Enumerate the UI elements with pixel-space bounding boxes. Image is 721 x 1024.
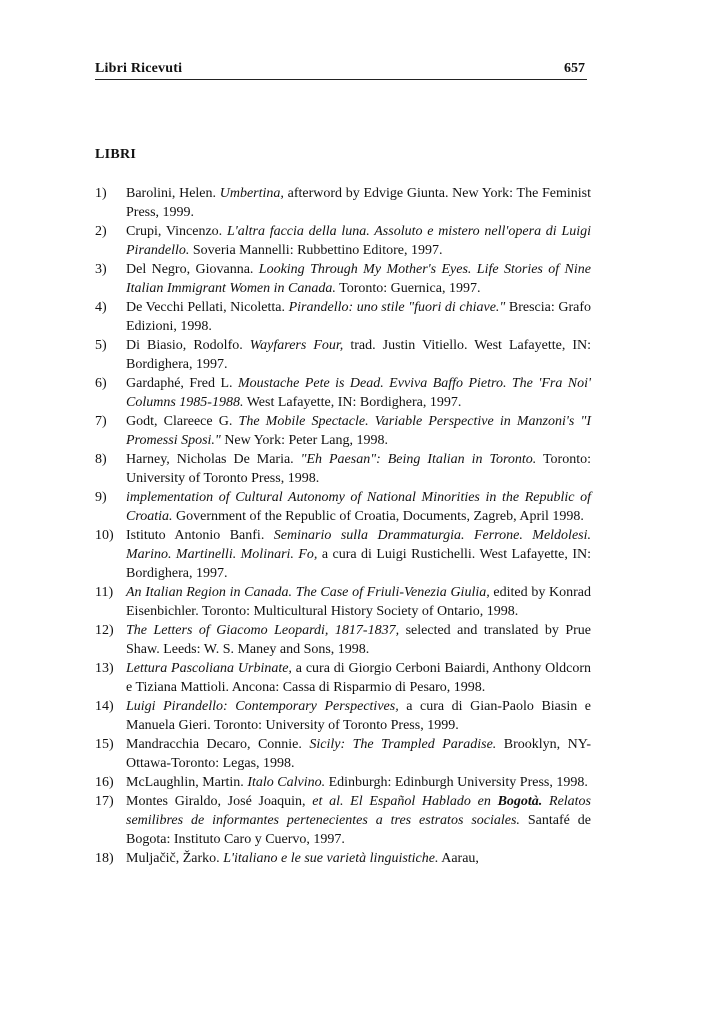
entry-text: Wayfarers Four,: [249, 338, 344, 353]
list-item: [95, 374, 591, 412]
list-item: [95, 621, 591, 659]
entry-number: 2): [95, 224, 107, 239]
entry-number: 5): [95, 338, 107, 353]
entry-text: Looking Through My Mother's Eyes. Life Stories of Nine Italian Immigrant Women in Canada.: [126, 262, 591, 296]
entry-text: Istituto Antonio Banfi.: [126, 528, 274, 543]
entry-text: De Vecchi Pellati, Nicoletta.: [126, 300, 289, 315]
book-list: [95, 184, 591, 868]
entry-text: McLaughlin, Martin.: [126, 775, 248, 790]
entry-text: a cura di Luigi Rustichelli. West Lafayette, IN: Bordighera, 1997.: [126, 547, 591, 581]
entry-text: Lettura Pascoliana Urbinate,: [126, 661, 292, 676]
list-item: [95, 488, 591, 526]
entry-text: Edinburgh: Edinburgh University Press, 1998.: [325, 775, 588, 790]
entry-text: Seminario sulla Drammaturgia. Ferrone. Meldolesi. Marino. Martinelli. Molinari. Fo,: [126, 528, 591, 562]
entry-number: 11): [95, 585, 114, 600]
list-item: [95, 773, 591, 792]
list-item: [95, 792, 591, 849]
entry-text: Crupi, Vincenzo.: [126, 224, 227, 239]
entry-text: Luigi Pirandello: Contemporary Perspectives,: [126, 699, 399, 714]
entry-number: 7): [95, 414, 107, 429]
list-item: [95, 336, 591, 374]
entry-number: 14): [95, 699, 114, 714]
entry-text: Brescia: Grafo Edizioni, 1998.: [126, 300, 591, 334]
entry-text: Mandracchia Decaro, Connie.: [126, 737, 310, 752]
entry-text: et al. El Español Hablado en: [312, 794, 498, 809]
entry-number: 15): [95, 737, 114, 752]
entry-text: Brooklyn, NY-Ottawa-Toronto: Legas, 1998.: [126, 737, 591, 771]
running-header-title: Libri Ricevuti: [95, 61, 183, 76]
entry-text: Government of the Republic of Croatia, Documents, Zagreb, April 1998.: [172, 509, 584, 524]
list-item: [95, 298, 591, 336]
list-item: [95, 583, 591, 621]
entry-text: Moustache Pete is Dead. Evviva Baffo Pietro. The 'Fra Noi' Columns 1985-1988.: [126, 376, 591, 410]
list-item: [95, 222, 591, 260]
entry-text: Santafé de Bogota: Instituto Caro y Cuervo, 1997.: [126, 813, 591, 847]
entry-number: 1): [95, 186, 107, 201]
list-item: [95, 735, 591, 773]
list-item: [95, 260, 591, 298]
entry-text: Bogotà.: [497, 794, 543, 809]
entry-number: 13): [95, 661, 114, 676]
page-number: 657: [564, 61, 585, 76]
entry-text: Umbertina,: [219, 186, 284, 201]
entry-text: West Lafayette, IN: Bordighera, 1997.: [243, 395, 462, 410]
list-item: [95, 697, 591, 735]
entry-text: Italo Calvino.: [247, 775, 326, 790]
entry-number: 4): [95, 300, 107, 315]
entry-text: Sicily: The Trampled Paradise.: [309, 737, 497, 752]
running-header: [95, 61, 587, 80]
entry-text: An Italian Region in Canada. The Case of Friuli-Venezia Giulia,: [126, 585, 490, 600]
list-item: [95, 526, 591, 583]
entry-text: Del Negro, Giovanna.: [126, 262, 259, 277]
entry-text: Godt, Clareece G.: [126, 414, 239, 429]
entry-text: Muljačič, Žarko.: [126, 851, 224, 866]
entry-text: a cura di Gian-Paolo Biasin e Manuela Gieri. Toronto: University of Toronto Press, 1999.: [126, 699, 591, 733]
entry-text: Aarau,: [438, 851, 479, 866]
entry-text: Toronto: Guernica, 1997.: [335, 281, 481, 296]
entry-text: Pirandello: uno stile "fuori di chiave.": [288, 300, 506, 315]
entry-text: trad. Justin Vitiello. West Lafayette, IN: Bordighera, 1997.: [126, 338, 592, 372]
entry-text: Di Biasio, Rodolfo.: [126, 338, 250, 353]
entry-text: afterword by Edvige Giunta. New York: The Feminist Press, 1999.: [126, 186, 592, 220]
entry-text: The Mobile Spectacle. Variable Perspective in Manzoni's "I Promessi Sposi.": [126, 414, 591, 448]
entry-number: 18): [95, 851, 114, 866]
entry-number: 6): [95, 376, 107, 391]
list-item: [95, 450, 591, 488]
entry-text: edited by Konrad Eisenbichler. Toronto: Multicultural History Society of Ontario, 1998.: [126, 585, 591, 619]
entry-text: New York: Peter Lang, 1998.: [220, 433, 389, 448]
entry-text: L'italiano e le sue varietà linguistiche.: [223, 851, 439, 866]
list-item: [95, 659, 591, 697]
list-item: [95, 849, 591, 868]
entry-number: 3): [95, 262, 107, 277]
entry-number: 16): [95, 775, 114, 790]
entry-text: Montes Giraldo, José Joaquin,: [126, 794, 313, 809]
list-item: [95, 412, 591, 450]
section-title: LIBRI: [95, 147, 137, 162]
entry-text: "Eh Paesan": Being Italian in Toronto.: [300, 452, 537, 467]
entry-number: 8): [95, 452, 107, 467]
entry-text: Toronto: University of Toronto Press, 1998.: [126, 452, 591, 486]
entry-number: 12): [95, 623, 114, 638]
entry-text: Relatos semilibres de informantes pertenecientes a tres estratos sociales.: [126, 794, 592, 828]
entry-text: a cura di Giorgio Cerboni Baiardi, Anthony Oldcorn e Tiziana Mattioli. Ancona: Cassa di Risparmio di Pesaro, 1998.: [126, 661, 591, 695]
entry-number: 17): [95, 794, 114, 809]
entry-text: [542, 794, 549, 809]
entry-text: implementation of Cultural Autonomy of National Minorities in the Republic of Croatia.: [126, 490, 591, 524]
entry-text: L'altra faccia della luna. Assoluto e mistero nell'opera di Luigi Pirandello.: [126, 224, 592, 258]
entry-text: Harney, Nicholas De Maria.: [126, 452, 301, 467]
entry-number: 10): [95, 528, 114, 543]
entry-number: 9): [95, 490, 107, 505]
entry-text: The Letters of Giacomo Leopardi, 1817-1837,: [126, 623, 400, 638]
entry-text: Barolini, Helen.: [126, 186, 220, 201]
entry-text: Soveria Mannelli: Rubbettino Editore, 1997.: [189, 243, 443, 258]
entry-text: Gardaphé, Fred L.: [126, 376, 238, 391]
entry-text: selected and translated by Prue Shaw. Leeds: W. S. Maney and Sons, 1998.: [126, 623, 591, 657]
list-item: [95, 184, 591, 222]
